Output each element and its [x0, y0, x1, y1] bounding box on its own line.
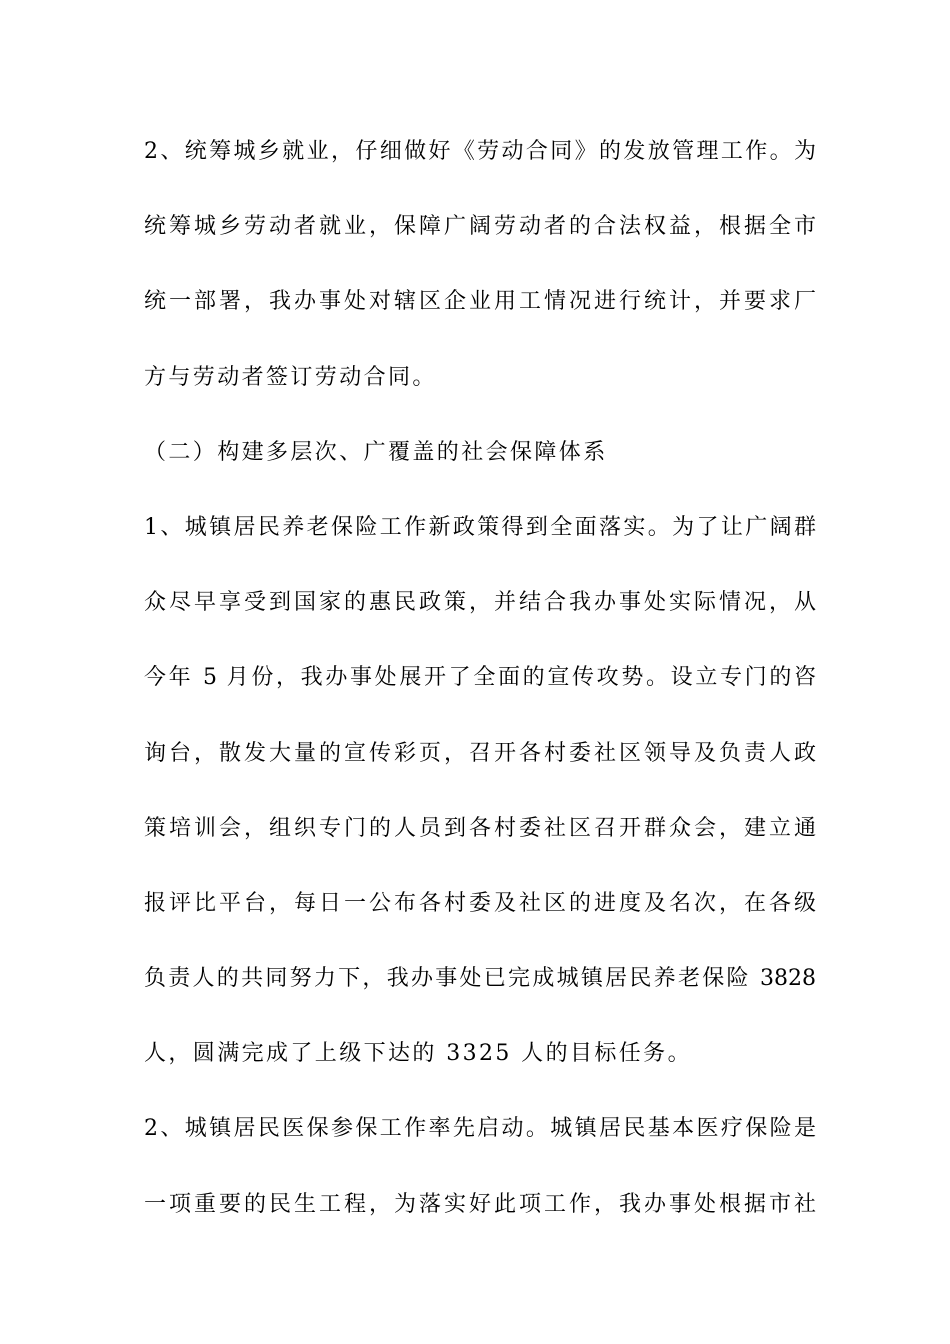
text-line: 一项重要的民生工程，为落实好此项工作，我办事处根据市社: [144, 1191, 816, 1217]
text-line: 报评比平台，每日一公布各村委及社区的进度及名次，在各级: [144, 890, 816, 916]
text-line: 统筹城乡劳动者就业，保障广阔劳动者的合法权益，根据全市: [144, 214, 816, 240]
text-line: 负责人的共同努力下，我办事处已完成城镇居民养老保险 3828: [144, 966, 816, 992]
section-heading: （二）构建多层次、广覆盖的社会保障体系: [144, 439, 608, 465]
text-line: 2、统筹城乡就业，仔细做好《劳动合同》的发放管理工作。为: [144, 139, 816, 164]
document-body: [144, 128, 816, 1256]
text-line: 2、城镇居民医保参保工作率先启动。城镇居民基本医疗保险是: [144, 1116, 816, 1142]
text-line: 今年 5 月份，我办事处展开了全面的宣传攻势。设立专门的咨: [144, 665, 816, 691]
text-line: 人，圆满完成了上级下达的 3325 人的目标任务。: [144, 1041, 692, 1067]
text-line: 众尽早享受到国家的惠民政策，并结合我办事处实际情况，从: [144, 590, 816, 616]
text-line: 策培训会，组织专门的人员到各村委社区召开群众会，建立通: [144, 815, 816, 841]
text-line: 1、城镇居民养老保险工作新政策得到全面落实。为了让广阔群: [144, 514, 816, 540]
text-line: 方与劳动者签订劳动合同。: [144, 364, 437, 390]
text-line: 统一部署，我办事处对辖区企业用工情况进行统计，并要求厂: [144, 289, 816, 315]
text-line: 询台，散发大量的宣传彩页，召开各村委社区领导及负责人政: [144, 740, 816, 766]
